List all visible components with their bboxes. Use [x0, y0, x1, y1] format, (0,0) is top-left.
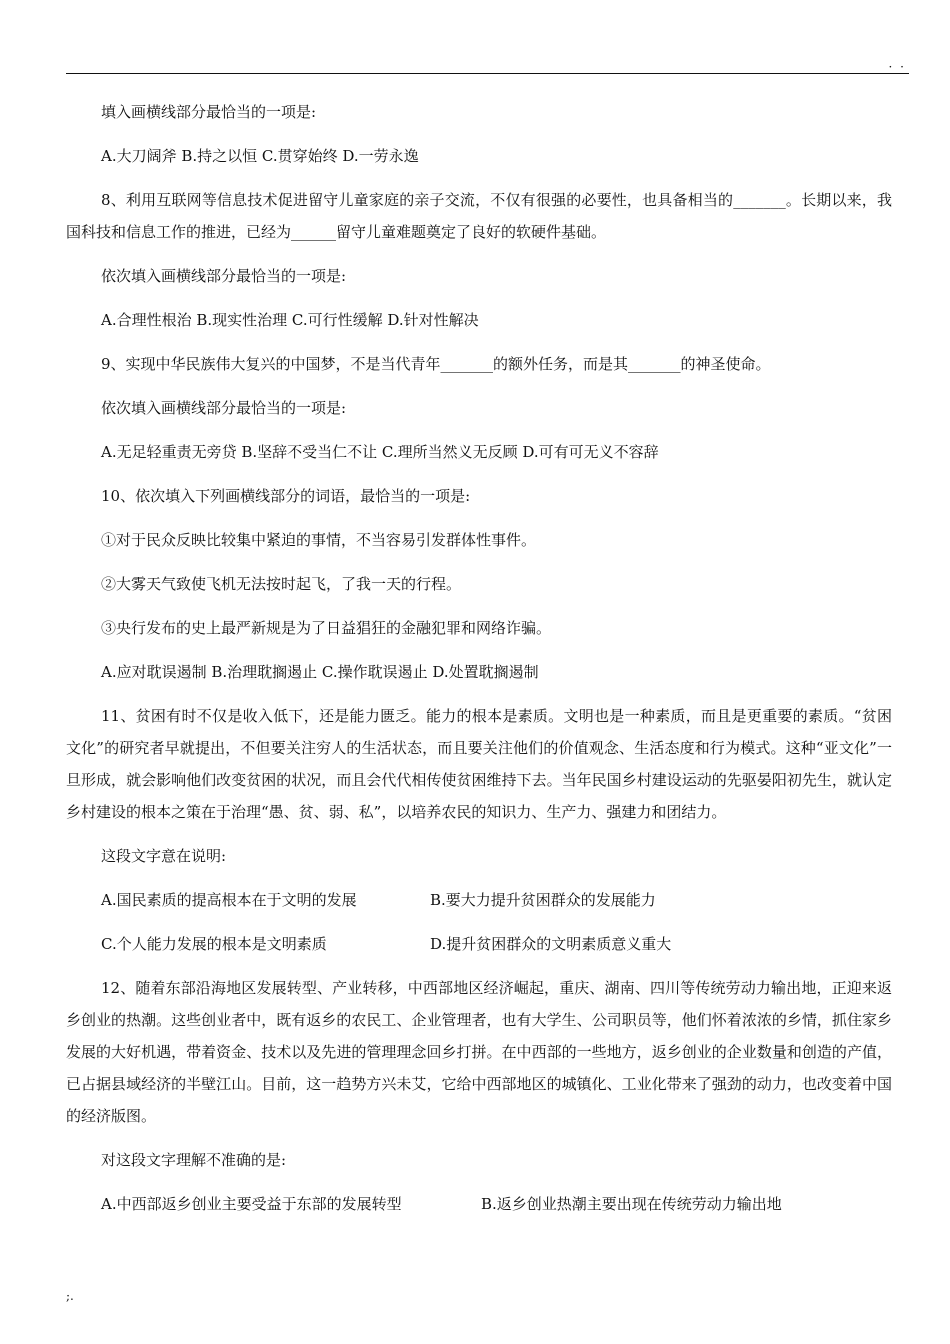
q10-item-1: ①对于民众反映比较集中紧迫的事情，不当容易引发群体性事件。	[101, 531, 537, 549]
q12-stem: 12、随着东部沿海地区发展转型、产业转移，中西部地区经济崛起，重庆、湖南、四川等传统劳动力输出地，正迎来返乡创业的热潮。这些创业者中，既有返乡的农民工、企业管理者，也有大学生、公司职员等，他们怀着浓浓的乡情，抓住家乡发展的大好机遇，带着资金、技术以及先进的管理理念回乡打拼。在中西部的一些地方，返乡创业的企业数量和创造的产值，已占据县域经济的半壁江山。目前，这一趋势方兴未艾，它给中西部地区的城镇化、工业化带来了强劲的动力，也改变着中国的经济版图。	[66, 979, 892, 1125]
document-body	[66, 96, 892, 1232]
q12-prompt: 对这段文字理解不准确的是:	[101, 1151, 287, 1169]
q11-option-b: B.要大力提升贫困群众的发展能力	[430, 891, 656, 909]
q12-options-row-1	[66, 1188, 892, 1220]
q10-item-2: ②大雾天气致使飞机无法按时起飞，了我一天的行程。	[101, 575, 462, 593]
q11-option-a: A.国民素质的提高根本在于文明的发展	[101, 891, 357, 909]
q11-stem: 11、贫困有时不仅是收入低下，还是能力匮乏。能力的根本是素质。文明也是一种素质，而且是更重要的素质。“贫困文化”的研究者早就提出，不但要关注穷人的生活状态，而且要关注他们的价值观念、生活态度和行为模式。这种“亚文化”一旦形成，就会影响他们改变贫困的状况，而且会代代相传使贫困维持下去。当年民国乡村建设运动的先驱晏阳初先生，就认定乡村建设的根本之策在于治理“愚、贫、弱、私”，以培养农民的知识力、生产力、强建力和团结力。	[66, 707, 892, 821]
q11-prompt: 这段文字意在说明:	[101, 847, 227, 865]
q9-prompt: 依次填入画横线部分最恰当的一项是:	[101, 399, 347, 417]
q9-options: A.无足轻重责无旁贷 B.坚辞不受当仁不让 C.理所当然义无反顾 D.可有可无义不容辞	[101, 443, 659, 461]
q8-prompt: 依次填入画横线部分最恰当的一项是:	[101, 267, 347, 285]
q7-options: A.大刀阔斧 B.持之以恒 C.贯穿始终 D.一劳永逸	[101, 147, 419, 165]
q12-option-b: B.返乡创业热潮主要出现在传统劳动力输出地	[481, 1195, 782, 1213]
q11-option-d: D.提升贫困群众的文明素质意义重大	[430, 935, 672, 953]
q10-stem: 10、依次填入下列画横线部分的词语，最恰当的一项是:	[101, 487, 471, 505]
footer-marks: ;.	[66, 1289, 74, 1303]
q10-item-3: ③央行发布的史上最严新规是为了日益猖狂的金融犯罪和网络诈骗。	[101, 619, 552, 637]
q10-options: A.应对耽误遏制 B.治理耽搁遏止 C.操作耽误遏止 D.处置耽搁遏制	[101, 663, 539, 681]
q12-option-a: A.中西部返乡创业主要受益于东部的发展转型	[101, 1195, 402, 1213]
q8-options: A.合理性根治 B.现实性治理 C.可行性缓解 D.针对性解决	[101, 311, 479, 329]
header-rule	[66, 73, 909, 74]
q11-options-row-2	[66, 928, 892, 960]
q7-prompt: 填入画横线部分最恰当的一项是:	[101, 103, 317, 121]
q11-option-c: C.个人能力发展的根本是文明素质	[101, 935, 327, 953]
q8-stem: 8、利用互联网等信息技术促进留守儿童家庭的亲子交流，不仅有很强的必要性，也具备相当的_______。长期以来，我国科技和信息工作的推进，已经为______留守儿童难题奠定了良好的软硬件基础。	[66, 191, 892, 241]
q9-stem: 9、实现中华民族伟大复兴的中国梦，不是当代青年_______的额外任务，而是其_______的神圣使命。	[101, 355, 771, 373]
header-marks: · ·	[888, 60, 906, 74]
q11-options-row-1	[66, 884, 892, 916]
